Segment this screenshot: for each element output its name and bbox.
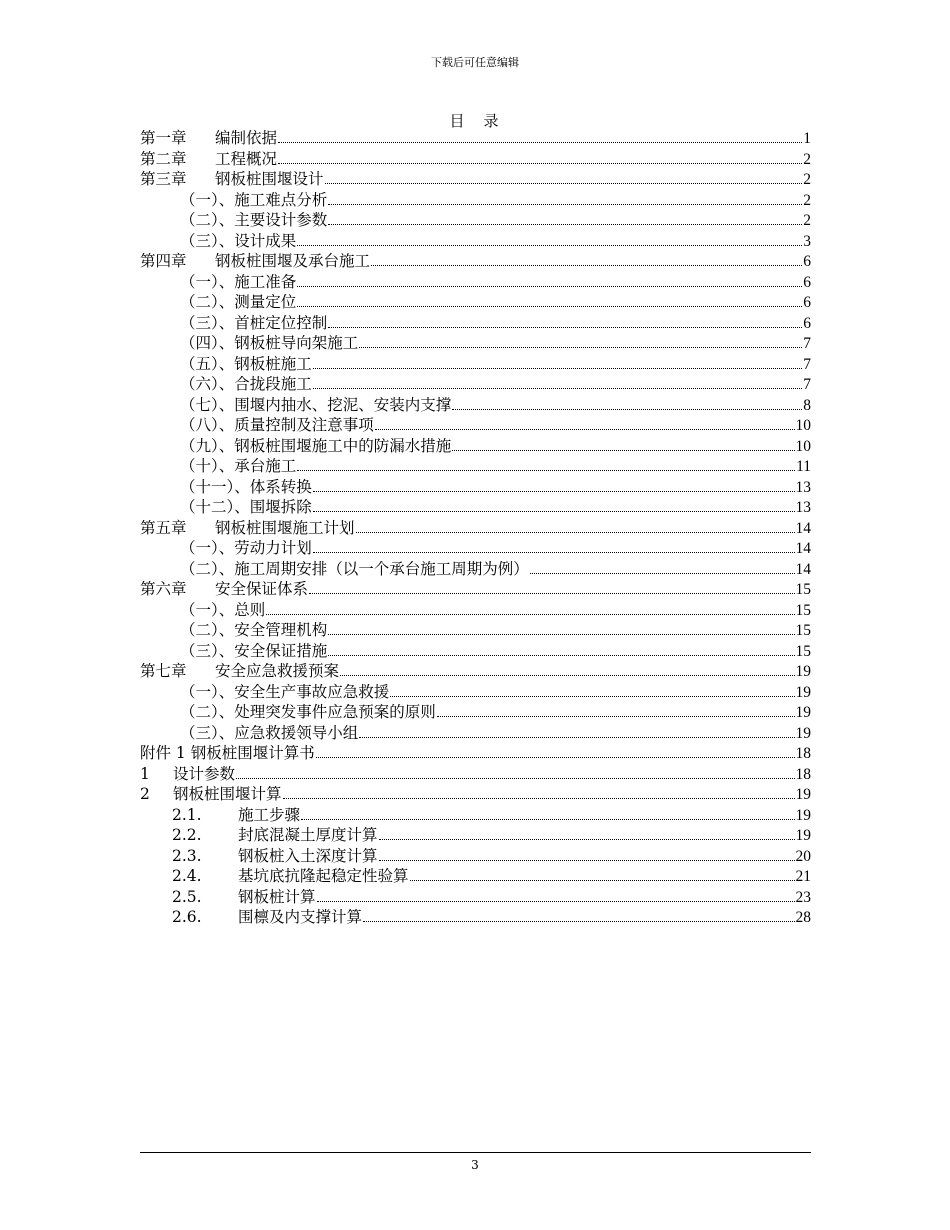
footer-page-number: 3 bbox=[471, 1158, 479, 1172]
toc-entry[interactable] bbox=[140, 907, 811, 928]
toc-entry[interactable] bbox=[140, 682, 811, 703]
toc-entry[interactable] bbox=[140, 210, 811, 231]
toc-entry-page: 6 bbox=[803, 314, 811, 332]
toc-entry[interactable] bbox=[140, 846, 811, 867]
toc-leader-dots bbox=[297, 231, 802, 246]
toc-entry[interactable] bbox=[140, 620, 811, 641]
toc-entry[interactable] bbox=[140, 497, 811, 518]
toc-entry-page: 19 bbox=[795, 786, 811, 803]
toc-entry-label: （九）、钢板桩围堰施工中的防漏水措施 bbox=[180, 436, 452, 455]
toc-entry-page: 2 bbox=[803, 150, 811, 168]
toc-entry-label: 围檩及内支撑计算 bbox=[238, 908, 363, 926]
toc-leader-dots bbox=[236, 764, 794, 779]
toc-entry-label: 基坑底抗隆起稳定性验算 bbox=[238, 867, 409, 885]
toc-entry[interactable] bbox=[140, 784, 811, 805]
toc-entry[interactable] bbox=[140, 190, 811, 211]
toc-entry[interactable] bbox=[140, 333, 811, 354]
toc-leader-dots bbox=[328, 190, 802, 205]
toc-entry-page: 6 bbox=[803, 273, 811, 291]
toc-entry-number: 2.6. bbox=[172, 908, 202, 926]
toc-entry-page: 19 bbox=[795, 827, 811, 844]
toc-entry-label: 安全应急救援预案 bbox=[215, 662, 340, 680]
toc-leader-dots bbox=[328, 641, 794, 656]
toc-entry[interactable] bbox=[140, 292, 811, 313]
toc-entry-page: 6 bbox=[803, 253, 811, 270]
toc-entry-label: （二）、主要设计参数 bbox=[180, 211, 328, 229]
toc-entry-number: 2.1. bbox=[172, 805, 202, 824]
toc-entry-number: 2.5. bbox=[172, 887, 202, 906]
toc-entry-page: 19 bbox=[795, 724, 811, 742]
toc-entry-page: 2 bbox=[803, 212, 811, 229]
toc-leader-dots bbox=[313, 374, 802, 389]
toc-entry-page: 13 bbox=[795, 478, 811, 496]
toc-entry-label: 工程概况 bbox=[215, 149, 278, 168]
toc-leader-dots bbox=[530, 559, 795, 574]
toc-leader-dots bbox=[309, 579, 794, 594]
toc-entry[interactable] bbox=[140, 702, 811, 723]
toc-leader-dots bbox=[325, 169, 803, 184]
toc-entry-label: 钢板桩围堰设计 bbox=[215, 170, 324, 188]
toc-entry-page: 2 bbox=[803, 191, 811, 209]
toc-entry-page: 20 bbox=[795, 847, 811, 865]
toc-entry-page: 15 bbox=[795, 622, 811, 639]
toc-entry-number: 第五章 bbox=[140, 518, 187, 537]
toc-entry-label: 钢板桩入土深度计算 bbox=[238, 846, 378, 865]
toc-leader-dots bbox=[283, 784, 795, 799]
toc-entry-label: （三）、应急救援领导小组 bbox=[180, 723, 359, 742]
toc-entry-label: 钢板桩围堰及承台施工 bbox=[215, 252, 371, 270]
toc-entry-page: 23 bbox=[795, 888, 811, 906]
toc-entry-label: （四）、钢板桩导向架施工 bbox=[180, 334, 359, 352]
toc-entry[interactable] bbox=[140, 641, 811, 662]
toc-entry-label: （一）、总则 bbox=[180, 600, 266, 619]
toc-entry[interactable] bbox=[140, 518, 811, 539]
toc-entry[interactable] bbox=[140, 251, 811, 272]
toc-leader-dots bbox=[452, 436, 794, 451]
toc-leader-dots bbox=[313, 477, 795, 492]
toc-entry[interactable] bbox=[140, 887, 811, 908]
toc-entry[interactable] bbox=[140, 169, 811, 190]
toc-entry-label: （二）、处理突发事件应急预案的原则 bbox=[180, 703, 436, 721]
toc-entry[interactable] bbox=[140, 805, 811, 826]
toc-entry-number: 第三章 bbox=[140, 170, 187, 188]
toc-entry[interactable] bbox=[140, 538, 811, 559]
toc-entry[interactable] bbox=[140, 600, 811, 621]
toc-entry-label: （三）、首桩定位控制 bbox=[180, 313, 328, 332]
toc-leader-dots bbox=[452, 395, 802, 410]
toc-entry-label: （一）、施工准备 bbox=[180, 272, 297, 291]
toc-leader-dots bbox=[313, 497, 795, 512]
toc-leader-dots bbox=[410, 866, 795, 881]
toc-entry-page: 19 bbox=[795, 704, 811, 721]
toc-leader-dots bbox=[297, 456, 795, 471]
toc-entry-page: 14 bbox=[795, 560, 811, 578]
toc-entry[interactable] bbox=[140, 313, 811, 334]
toc-leader-dots bbox=[363, 907, 794, 922]
toc-leader-dots bbox=[328, 620, 794, 635]
toc-entry[interactable] bbox=[140, 395, 811, 416]
toc-leader-dots bbox=[437, 702, 795, 717]
toc-entry-label: （十二）、围堰拆除 bbox=[180, 498, 312, 516]
toc-entry-page: 13 bbox=[795, 499, 811, 516]
toc-entry[interactable] bbox=[140, 436, 811, 457]
toc-entry-number: 第四章 bbox=[140, 252, 187, 270]
toc-entry-number: 1 bbox=[140, 764, 150, 783]
toc-entry-label: 钢板桩围堰计算 bbox=[173, 785, 282, 803]
toc-entry-page: 14 bbox=[795, 519, 811, 537]
toc-leader-dots bbox=[278, 128, 802, 143]
toc-leader-dots bbox=[313, 354, 802, 369]
toc-entry-label: 附件 1 钢板桩围堰计算书 bbox=[140, 744, 315, 762]
footer-divider bbox=[140, 1152, 811, 1153]
toc-entry[interactable] bbox=[140, 559, 811, 580]
toc-entry[interactable] bbox=[140, 128, 811, 149]
toc-entry-page: 19 bbox=[795, 683, 811, 701]
toc-entry-page: 15 bbox=[795, 642, 811, 660]
toc-leader-dots bbox=[297, 292, 802, 307]
toc-entry[interactable] bbox=[140, 415, 811, 436]
toc-entry[interactable] bbox=[140, 764, 811, 785]
toc-entry[interactable] bbox=[140, 825, 811, 846]
toc-leader-dots bbox=[313, 538, 795, 553]
toc-entry-page: 19 bbox=[795, 663, 811, 680]
toc-entry-label: （二）、测量定位 bbox=[180, 293, 297, 311]
toc-entry-number: 第七章 bbox=[140, 662, 187, 680]
toc-entry-label: （二）、施工周期安排（以一个承台施工周期为例） bbox=[180, 559, 529, 578]
toc-entry-label: （一）、施工难点分析 bbox=[180, 190, 328, 209]
toc-entry-label: （一）、安全生产事故应急救援 bbox=[180, 682, 390, 701]
toc-entry-page: 19 bbox=[795, 806, 811, 824]
toc-entry-label: （八）、质量控制及注意事项 bbox=[180, 416, 374, 434]
toc-entry-page: 7 bbox=[803, 335, 811, 352]
toc-leader-dots bbox=[340, 661, 794, 676]
toc-entry-label: （二）、安全管理机构 bbox=[180, 621, 328, 639]
toc-entry-page: 28 bbox=[795, 909, 811, 926]
toc-leader-dots bbox=[356, 518, 795, 533]
toc-entry-page: 6 bbox=[803, 294, 811, 311]
toc-entry-page: 11 bbox=[796, 458, 811, 475]
toc-entry[interactable] bbox=[140, 354, 811, 375]
toc-entry-number: 2.4. bbox=[172, 867, 202, 885]
toc-leader-dots bbox=[375, 415, 795, 430]
toc-leader-dots bbox=[359, 333, 802, 348]
toc-entry-page: 10 bbox=[795, 437, 811, 455]
toc-entry[interactable] bbox=[140, 743, 811, 764]
page-header: 下载后可任意编辑 bbox=[431, 56, 519, 69]
toc-entry-label: 钢板桩围堰施工计划 bbox=[215, 518, 355, 537]
toc-entry[interactable] bbox=[140, 723, 811, 744]
toc-entry-number: 2 bbox=[140, 785, 150, 803]
toc-entry[interactable] bbox=[140, 374, 811, 395]
toc-entry-label: 设计参数 bbox=[173, 764, 236, 783]
toc-leader-dots bbox=[301, 805, 794, 820]
toc-entry-number: 第六章 bbox=[140, 580, 187, 598]
toc-leader-dots bbox=[297, 272, 802, 287]
toc-entry-label: （十）、承台施工 bbox=[180, 457, 297, 475]
toc-entry-label: （三）、设计成果 bbox=[180, 231, 297, 250]
toc-leader-dots bbox=[379, 825, 795, 840]
toc-entry[interactable] bbox=[140, 579, 811, 600]
toc-entry-page: 10 bbox=[795, 417, 811, 434]
toc-entry[interactable] bbox=[140, 866, 811, 887]
toc-entry-page: 14 bbox=[795, 540, 811, 557]
toc-entry-label: 施工步骤 bbox=[238, 805, 301, 824]
toc-entry-number: 2.2. bbox=[172, 826, 202, 844]
toc-entry-label: （三）、安全保证措施 bbox=[180, 641, 328, 660]
toc-entry-label: 编制依据 bbox=[215, 129, 278, 147]
toc-entry-page: 1 bbox=[803, 130, 811, 147]
toc-leader-dots bbox=[371, 251, 802, 266]
toc-entry-page: 3 bbox=[803, 232, 811, 250]
toc-leader-dots bbox=[328, 210, 802, 225]
toc-leader-dots bbox=[317, 887, 795, 902]
toc-entry-label: 钢板桩计算 bbox=[238, 887, 316, 906]
toc-leader-dots bbox=[316, 743, 795, 758]
toc-entry[interactable] bbox=[140, 149, 811, 170]
toc-entry-page: 21 bbox=[795, 868, 811, 885]
toc-entry-page: 8 bbox=[803, 396, 811, 414]
toc-entry-page: 7 bbox=[803, 376, 811, 393]
toc-entry[interactable] bbox=[140, 272, 811, 293]
toc-entry-page: 2 bbox=[803, 171, 811, 188]
toc-entry[interactable] bbox=[140, 661, 811, 682]
toc-entry-page: 7 bbox=[803, 355, 811, 373]
toc-leader-dots bbox=[278, 149, 802, 164]
toc-entry-label: 封底混凝土厚度计算 bbox=[238, 826, 378, 844]
toc-entry-page: 15 bbox=[795, 601, 811, 619]
toc-leader-dots bbox=[390, 682, 794, 697]
toc-entry-page: 18 bbox=[795, 745, 811, 762]
toc-entry-label: 安全保证体系 bbox=[215, 580, 309, 598]
toc-entry-number: 2.3. bbox=[172, 846, 202, 865]
toc-entry-label: （七）、围堰内抽水、挖泥、安装内支撑 bbox=[180, 395, 452, 414]
toc-entry[interactable] bbox=[140, 231, 811, 252]
toc-leader-dots bbox=[359, 723, 794, 738]
toc-entry[interactable] bbox=[140, 456, 811, 477]
toc-entry-number: 第一章 bbox=[140, 129, 187, 147]
toc-title: 目 录 bbox=[449, 112, 501, 130]
toc-entry-page: 18 bbox=[795, 765, 811, 783]
table-of-contents bbox=[140, 128, 811, 928]
toc-leader-dots bbox=[379, 846, 795, 861]
toc-entry-number: 第二章 bbox=[140, 149, 187, 168]
toc-entry[interactable] bbox=[140, 477, 811, 498]
toc-leader-dots bbox=[328, 313, 802, 328]
toc-entry-label: （十一）、体系转换 bbox=[180, 477, 312, 496]
toc-entry-label: （五）、钢板桩施工 bbox=[180, 354, 312, 373]
toc-entry-label: （一）、劳动力计划 bbox=[180, 539, 312, 557]
toc-entry-page: 15 bbox=[795, 581, 811, 598]
toc-leader-dots bbox=[266, 600, 794, 615]
toc-entry-label: （六）、合拢段施工 bbox=[180, 375, 312, 393]
